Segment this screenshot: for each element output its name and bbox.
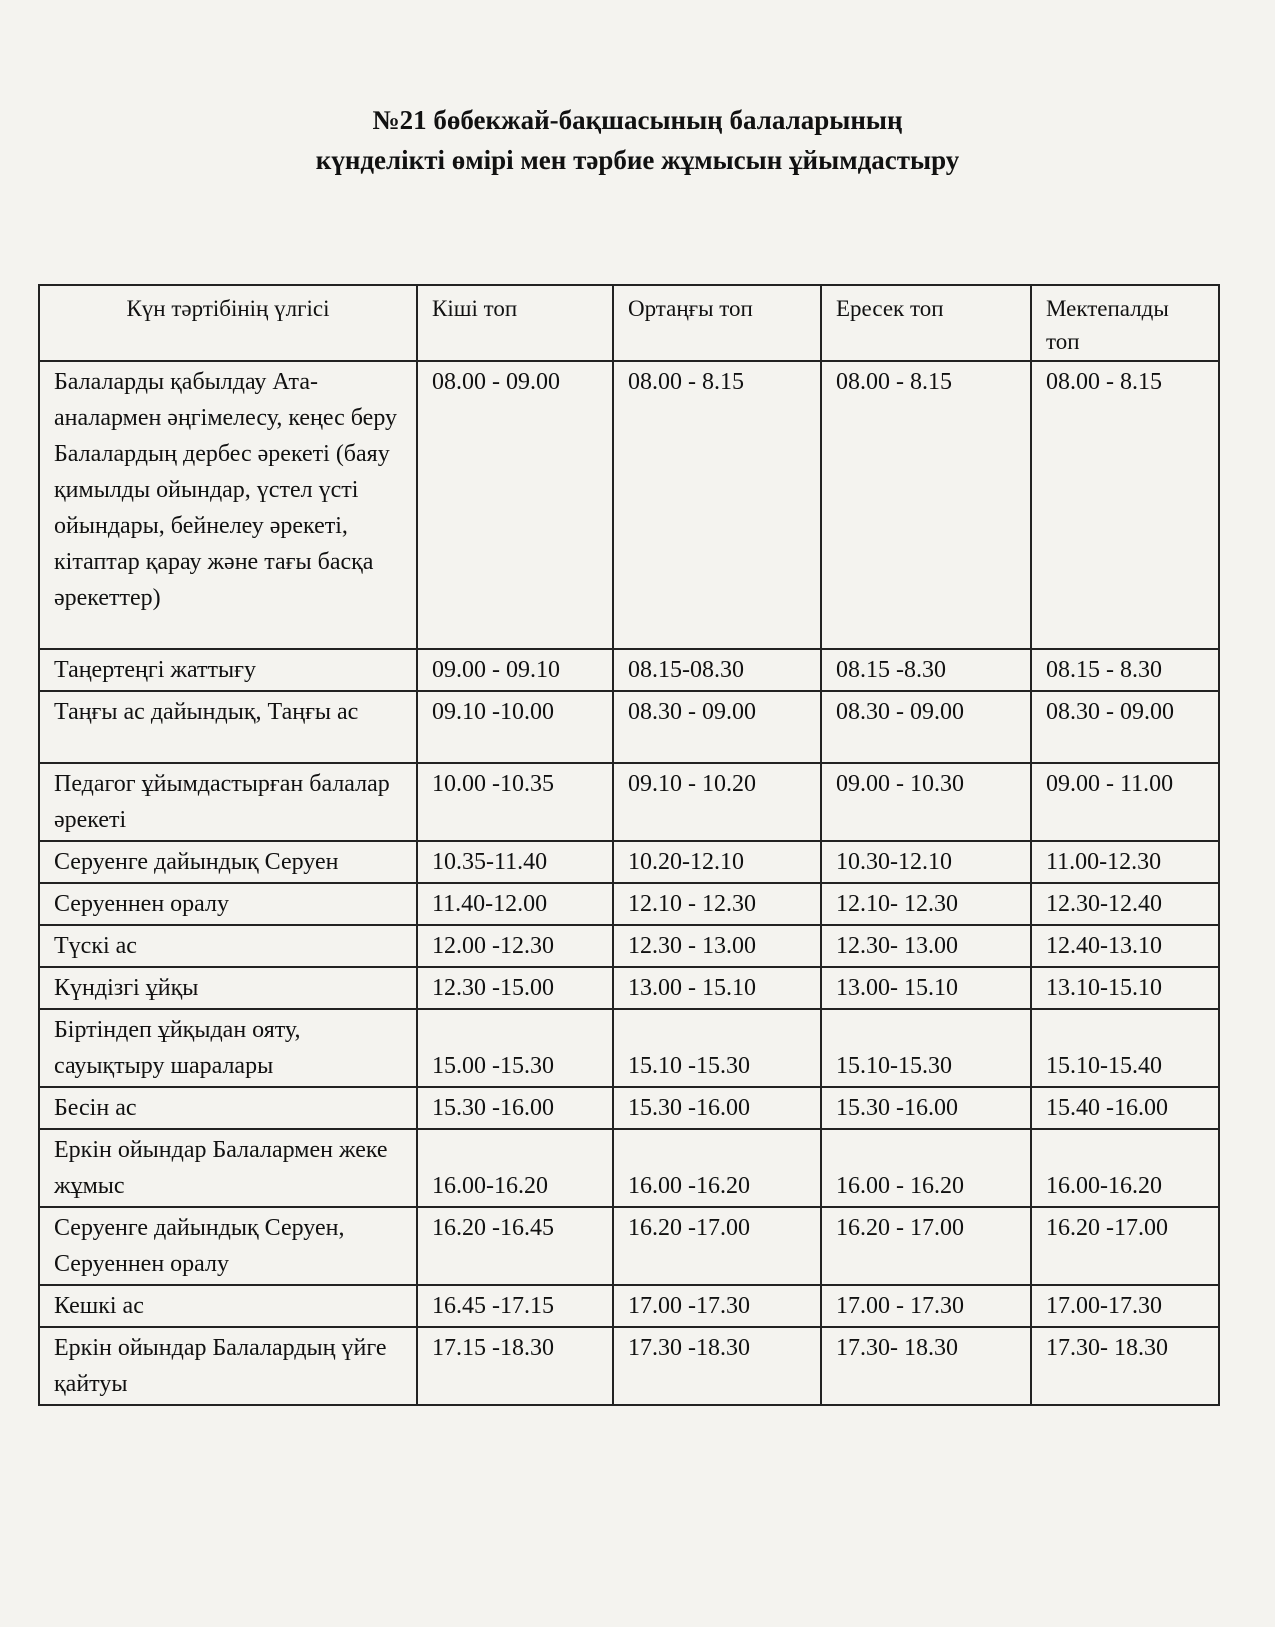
time-cell: 08.15 - 8.30 bbox=[1031, 649, 1219, 691]
time-cell: 17.00 -17.30 bbox=[613, 1285, 821, 1327]
time-cell: 12.30 - 13.00 bbox=[613, 925, 821, 967]
time-cell: 15.30 -16.00 bbox=[613, 1087, 821, 1129]
activity-cell: Бесін ас bbox=[39, 1087, 417, 1129]
time-cell: 17.00 - 17.30 bbox=[821, 1285, 1031, 1327]
document-title bbox=[0, 100, 1275, 180]
table-row bbox=[39, 649, 1219, 691]
table-row bbox=[39, 361, 1219, 649]
time-cell: 16.00-16.20 bbox=[1031, 1129, 1219, 1207]
activity-cell: Серуенге дайындық Серуен, Серуеннен оралу bbox=[39, 1207, 417, 1285]
time-cell: 15.10-15.30 bbox=[821, 1009, 1031, 1087]
title-line-1: №21 бөбекжай-бақшасының балаларының bbox=[372, 105, 903, 135]
time-cell: 10.00 -10.35 bbox=[417, 763, 613, 841]
time-cell: 17.15 -18.30 bbox=[417, 1327, 613, 1405]
header-middle-group: Ортаңғы топ bbox=[613, 285, 821, 361]
activity-cell: Біртіндеп ұйқыдан ояту, сауықтыру шаралары bbox=[39, 1009, 417, 1087]
activity-cell: Еркін ойындар Балалармен жеке жұмыс bbox=[39, 1129, 417, 1207]
table-row bbox=[39, 1207, 1219, 1285]
time-cell: 12.00 -12.30 bbox=[417, 925, 613, 967]
table-row bbox=[39, 1285, 1219, 1327]
time-cell: 16.20 - 17.00 bbox=[821, 1207, 1031, 1285]
time-cell: 15.10 -15.30 bbox=[613, 1009, 821, 1087]
time-cell: 08.15-08.30 bbox=[613, 649, 821, 691]
title-line-2: күнделікті өмірі мен тәрбие жұмысын ұйымдастыру bbox=[315, 145, 960, 175]
time-cell: 10.35-11.40 bbox=[417, 841, 613, 883]
header-activity: Күн тәртібінің үлгісі bbox=[39, 285, 417, 361]
time-cell: 17.30 -18.30 bbox=[613, 1327, 821, 1405]
time-cell: 09.00 - 11.00 bbox=[1031, 763, 1219, 841]
time-cell: 10.30-12.10 bbox=[821, 841, 1031, 883]
time-cell: 16.00 -16.20 bbox=[613, 1129, 821, 1207]
activity-cell: Таңертеңгі жаттығу bbox=[39, 649, 417, 691]
activity-cell: Кешкі ас bbox=[39, 1285, 417, 1327]
time-cell: 11.40-12.00 bbox=[417, 883, 613, 925]
time-cell: 15.30 -16.00 bbox=[821, 1087, 1031, 1129]
time-cell: 15.10-15.40 bbox=[1031, 1009, 1219, 1087]
time-cell: 09.00 - 10.30 bbox=[821, 763, 1031, 841]
activity-cell: Түскі ас bbox=[39, 925, 417, 967]
time-cell: 17.30- 18.30 bbox=[1031, 1327, 1219, 1405]
time-cell: 16.00-16.20 bbox=[417, 1129, 613, 1207]
time-cell: 11.00-12.30 bbox=[1031, 841, 1219, 883]
time-cell: 10.20-12.10 bbox=[613, 841, 821, 883]
time-cell: 08.00 - 09.00 bbox=[417, 361, 613, 649]
table-row bbox=[39, 691, 1219, 763]
time-cell: 16.20 -17.00 bbox=[613, 1207, 821, 1285]
time-cell: 12.10- 12.30 bbox=[821, 883, 1031, 925]
header-senior-group: Ересек топ bbox=[821, 285, 1031, 361]
time-cell: 13.10-15.10 bbox=[1031, 967, 1219, 1009]
time-cell: 08.30 - 09.00 bbox=[821, 691, 1031, 763]
activity-cell: Педагог ұйымдастырған балалар әрекеті bbox=[39, 763, 417, 841]
time-cell: 09.10 -10.00 bbox=[417, 691, 613, 763]
time-cell: 08.30 - 09.00 bbox=[613, 691, 821, 763]
table-row bbox=[39, 763, 1219, 841]
activity-cell: Таңғы ас дайындық, Таңғы ас bbox=[39, 691, 417, 763]
time-cell: 12.30-12.40 bbox=[1031, 883, 1219, 925]
time-cell: 08.30 - 09.00 bbox=[1031, 691, 1219, 763]
activity-cell: Күндізгі ұйқы bbox=[39, 967, 417, 1009]
time-cell: 08.00 - 8.15 bbox=[1031, 361, 1219, 649]
time-cell: 08.00 - 8.15 bbox=[821, 361, 1031, 649]
time-cell: 09.00 - 09.10 bbox=[417, 649, 613, 691]
time-cell: 16.00 - 16.20 bbox=[821, 1129, 1031, 1207]
time-cell: 13.00- 15.10 bbox=[821, 967, 1031, 1009]
table-row bbox=[39, 841, 1219, 883]
time-cell: 15.00 -15.30 bbox=[417, 1009, 613, 1087]
time-cell: 09.10 - 10.20 bbox=[613, 763, 821, 841]
table-row bbox=[39, 925, 1219, 967]
table-row bbox=[39, 1327, 1219, 1405]
time-cell: 13.00 - 15.10 bbox=[613, 967, 821, 1009]
time-cell: 12.40-13.10 bbox=[1031, 925, 1219, 967]
time-cell: 17.00-17.30 bbox=[1031, 1285, 1219, 1327]
time-cell: 08.00 - 8.15 bbox=[613, 361, 821, 649]
time-cell: 12.30 -15.00 bbox=[417, 967, 613, 1009]
time-cell: 16.20 -16.45 bbox=[417, 1207, 613, 1285]
time-cell: 17.30- 18.30 bbox=[821, 1327, 1031, 1405]
table-row bbox=[39, 1129, 1219, 1207]
time-cell: 08.15 -8.30 bbox=[821, 649, 1031, 691]
table-row bbox=[39, 883, 1219, 925]
activity-cell: Балаларды қабылдау Ата-аналармен әңгімелесу, кеңес беру Балалардың дербес әрекеті (баяу қимылды ойындар, үстел үсті ойындары, бейнелеу әрекеті, кітаптар қарау және тағы басқа әрекеттер) bbox=[39, 361, 417, 649]
time-cell: 15.40 -16.00 bbox=[1031, 1087, 1219, 1129]
activity-cell: Серуенге дайындық Серуен bbox=[39, 841, 417, 883]
schedule-table bbox=[38, 284, 1220, 1406]
time-cell: 16.20 -17.00 bbox=[1031, 1207, 1219, 1285]
header-junior-group: Кіші топ bbox=[417, 285, 613, 361]
table-row bbox=[39, 967, 1219, 1009]
time-cell: 12.30- 13.00 bbox=[821, 925, 1031, 967]
table-row bbox=[39, 1087, 1219, 1129]
header-preschool-group: Мектепалды топ bbox=[1031, 285, 1219, 361]
time-cell: 16.45 -17.15 bbox=[417, 1285, 613, 1327]
time-cell: 15.30 -16.00 bbox=[417, 1087, 613, 1129]
activity-cell: Еркін ойындар Балалардың үйге қайтуы bbox=[39, 1327, 417, 1405]
activity-cell: Серуеннен оралу bbox=[39, 883, 417, 925]
table-header-row bbox=[39, 285, 1219, 361]
time-cell: 12.10 - 12.30 bbox=[613, 883, 821, 925]
table-row bbox=[39, 1009, 1219, 1087]
